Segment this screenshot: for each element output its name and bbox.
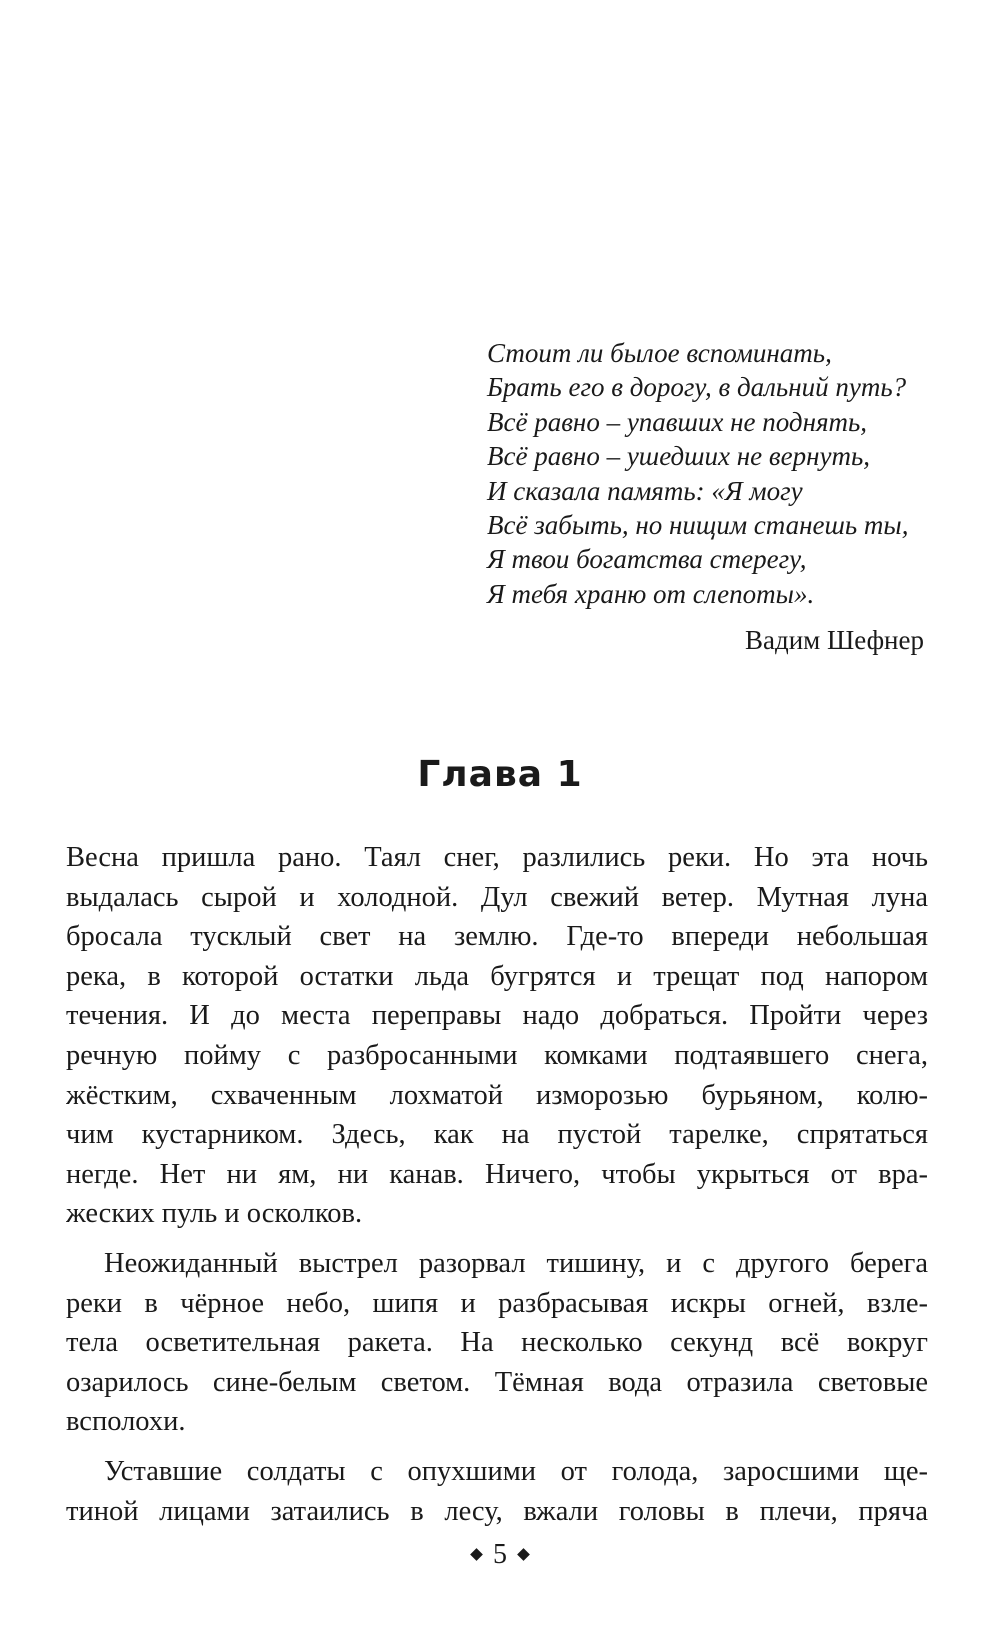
- text-line: всполохи.: [66, 1406, 186, 1438]
- paragraph-2: [66, 1244, 928, 1442]
- epigraph-line: Всё забыть, но нищим станешь ты,: [487, 510, 909, 541]
- chapter-title: Глава 1: [417, 754, 583, 795]
- epigraph: [487, 336, 927, 657]
- text-line: тиной лицами затаились в лесу, вжали головы в плечи, пряча: [66, 1495, 928, 1527]
- text-line: жёстким, схваченным лохматой изморозью бурьяном, колю-: [66, 1079, 928, 1111]
- text-line: выдалась сырой и холодной. Дул свежий ветер. Мутная луна: [66, 881, 928, 913]
- text-line: жеских пуль и осколков.: [66, 1198, 363, 1230]
- diamond-ornament-icon: [517, 1548, 530, 1561]
- paragraph-3: [66, 1452, 928, 1531]
- epigraph-author: Вадим Шефнер: [745, 625, 924, 656]
- chapter-body: [66, 838, 928, 1541]
- text-line: речную пойму с разбросанными комками подтаявшего снега,: [66, 1039, 928, 1071]
- epigraph-line: Всё равно – упавших не поднять,: [487, 406, 868, 437]
- text-line: Неожиданный выстрел разорвал тишину, и с другого берега: [104, 1247, 928, 1279]
- epigraph-line: Я тебя храню от слепоты».: [487, 578, 815, 609]
- text-line: тела осветительная ракета. На несколько секунд всё вокруг: [66, 1327, 928, 1359]
- epigraph-line: Стоит ли былое вспоминать,: [487, 338, 832, 368]
- epigraph-poem: [487, 336, 927, 611]
- text-line: озарилось сине-белым светом. Тёмная вода отразила световые: [66, 1366, 928, 1398]
- paragraph-1: [66, 838, 928, 1234]
- epigraph-line: И сказала память: «Я могу: [487, 475, 803, 506]
- text-line: негде. Нет ни ям, ни канав. Ничего, чтобы укрыться от вра-: [66, 1158, 928, 1190]
- epigraph-line: Всё равно – ушедших не вернуть,: [487, 441, 871, 472]
- text-line: реки в чёрное небо, шипя и разбрасывая искры огней, взле-: [66, 1287, 928, 1319]
- text-line: течения. И до места переправы надо добраться. Пройти через: [66, 1000, 928, 1032]
- text-line: Уставшие солдаты с опухшими от голода, заросшими ще-: [104, 1455, 928, 1487]
- text-line: чим кустарником. Здесь, как на пустой тарелке, спрятаться: [66, 1119, 928, 1151]
- epigraph-line: Брать его в дорогу, в дальний путь?: [487, 372, 907, 403]
- page-number-value: 5: [493, 1539, 507, 1570]
- epigraph-line: Я твои богатства стерегу,: [487, 544, 807, 575]
- text-line: река, в которой остатки льда бугрятся и трещат под напором: [66, 960, 928, 992]
- text-line: бросала тусклый свет на землю. Где-то впереди небольшая: [66, 921, 928, 953]
- diamond-ornament-icon: [470, 1548, 483, 1561]
- page-number: [0, 1538, 1000, 1572]
- text-line: Весна пришла рано. Таял снег, разлились реки. Но эта ночь: [66, 842, 928, 873]
